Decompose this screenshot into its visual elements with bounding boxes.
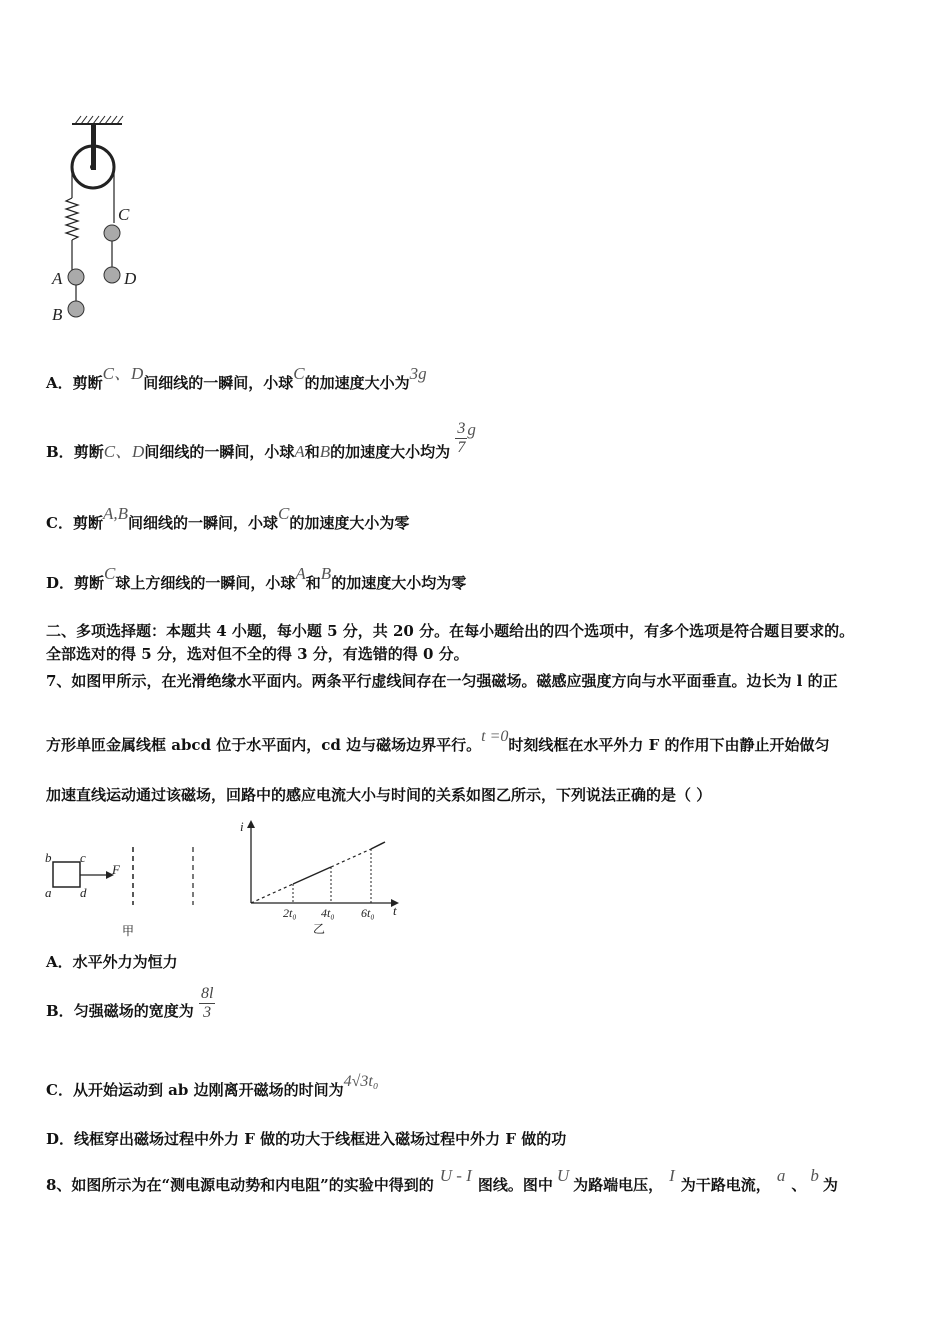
q6-option-b: B．剪断C、D间细线的一瞬间，小球A和B的加速度大小均为 $\frac{3}{7}$ g	[46, 419, 476, 461]
svg-text:t: t	[393, 903, 397, 918]
figure-jia	[40, 845, 220, 940]
section2-header: 二、多项选择题：本题共 4 小题，每小题 5 分，共 20 分。在每小题给出的四个选项中，有多个选项是符合题目要求的。 全部选对的得 5 分，选对但不全的得 3 分，有选错的得 0 分。	[46, 622, 855, 663]
label-b: B	[52, 305, 63, 324]
q6-option-a: A．剪断C、D间细线的一瞬间，小球C的加速度大小为3g	[46, 364, 427, 392]
label-c: C	[118, 205, 130, 224]
tick-4t0: 4t₀	[321, 906, 335, 920]
q7-option-d: D．线框穿出磁场过程中外力 F 做的功大于线框进入磁场过程中外力 F 做的功	[46, 1130, 567, 1148]
q7-line3: 加速直线运动通过该磁场，回路中的感应电流大小与时间的关系如图乙所示，下列说法正确的是（ ）	[46, 786, 712, 804]
caption-yi: 乙	[313, 922, 326, 936]
svg-text:i: i	[240, 819, 244, 834]
svg-text:a: a	[45, 885, 52, 900]
fraction-8l-3: $\frac{8l}{3}$	[200, 985, 214, 1021]
q6-option-d: D．剪断C球上方细线的一瞬间，小球A和B的加速度大小均为零	[46, 564, 467, 592]
svg-text:F: F	[112, 862, 120, 877]
caption-jia: 甲	[122, 924, 135, 938]
svg-text:c: c	[80, 850, 86, 865]
q7-option-a: A．水平外力为恒力	[46, 953, 178, 971]
label-d: D	[124, 269, 137, 288]
q7-option-c: C．从开始运动到 ab 边刚离开磁场的时间为4√3t₀	[46, 1073, 379, 1099]
q8-line1: 8、如图所示为在“测电源电动势和内电阻”的实验中得到的 U - I 图线。图中 U 为路端电压， I 为干路电流， a 、 b 为	[46, 1166, 838, 1194]
tick-2t0: 2t₀	[283, 906, 297, 920]
pulley-figure	[40, 110, 160, 335]
q7-line1: 7、如图甲所示，在光滑绝缘水平面内。两条平行虚线间存在一匀强磁场。磁感应强度方向与水平面垂直。边长为 l 的正	[46, 672, 838, 690]
q7-line2: 方形单匝金属线框 abcd 位于水平面内，cd 边与磁场边界平行。t =0时刻线框在水平外力 F 的作用下由静止开始做匀	[46, 728, 830, 754]
tick-6t0: 6t₀	[361, 906, 375, 920]
fraction-3-7: $\frac{3}{7}$	[457, 420, 466, 456]
label-a: A	[52, 269, 63, 288]
svg-text:b: b	[45, 850, 52, 865]
q6-option-c: C．剪断A,B间细线的一瞬间，小球C的加速度大小为零	[46, 504, 410, 532]
svg-text:d: d	[80, 885, 87, 900]
figure-yi	[235, 818, 415, 938]
q7-option-b: B．匀强磁场的宽度为 $\frac{8l}{3}$	[46, 985, 214, 1021]
